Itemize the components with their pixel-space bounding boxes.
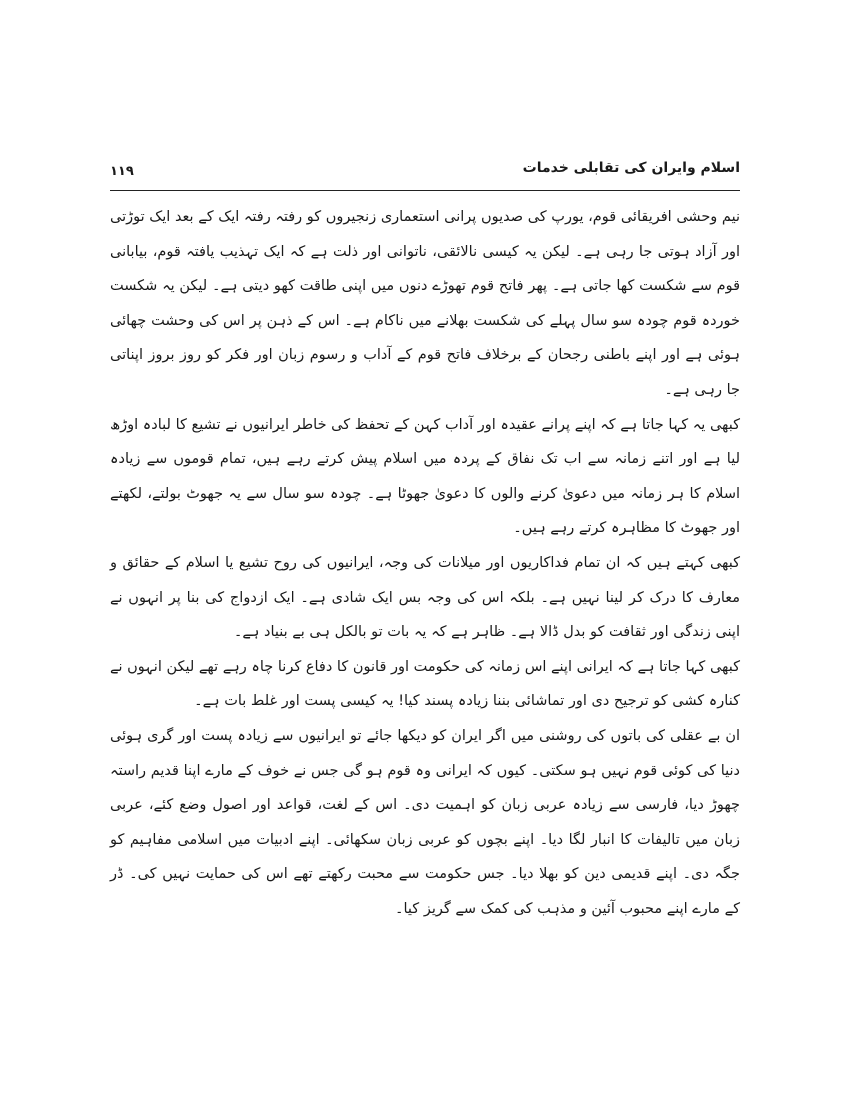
paragraph: ان بے عقلی کی باتوں کی روشنی میں اگر ایران کو دیکھا جائے تو ایرانیوں سے زیادہ پست اور گری ہوئی دنیا کی کوئی قوم نہیں ہو سکتی۔ کیوں کہ ایرانی وہ قوم ہو گی جس نے خوف کے مارے اپنا قدیم راستہ چھوڑ دیا، فارسی سے زیادہ عربی زبان کو اہمیت دی۔ اس کے لغت، قواعد اور اصول وضع کئے، عربی زبان میں تالیفات کا انبار لگا دیا۔ اپنے بچوں کو عربی زبان سکھائی۔ اپنے ادبیات میں اسلامی مفاہیم کو جگہ دی۔ اپنے قدیمی دین کو بھلا دیا۔ جس حکومت سے محبت رکھتے تھے اس کی حمایت نہیں کی۔ ڈر کے مارے اپنے محبوب آئین و مذہب کی کمک سے گریز کیا۔ bbox=[110, 727, 740, 917]
paragraph: کبھی یہ کہا جاتا ہے کہ اپنے پرانے عقیدہ اور آداب کہن کے تحفظ کی خاطر ایرانیوں نے تشیع کا لبادہ اوڑھ لیا ہے اور اتنے زمانہ سے اب تک نفاق کے پردہ میں اسلام پیش کرتے رہے ہیں، تمام قوموں سے زیادہ اسلام کا ہر زمانہ میں دعویٰ کرنے والوں کا دعویٰ جھوٹا ہے۔ چودہ سو سال سے یہ جھوٹ بولتے، لکھتے اور جھوٹ کا مظاہرہ کرتے رہے ہیں۔ bbox=[110, 416, 740, 537]
page-number: ۱۱۹ bbox=[110, 164, 134, 179]
body-text bbox=[110, 200, 740, 926]
paragraph: کبھی کہا جاتا ہے کہ ایرانی اپنے اس زمانہ کی حکومت اور قانون کا دفاع کرنا چاہ رہے تھے لیکن انہوں نے کنارہ کشی کو ترجیح دی اور تماشائی بننا زیادہ پسند کیا! یہ کیسی پست اور غلط بات ہے۔ bbox=[110, 658, 740, 710]
header-divider bbox=[110, 190, 740, 191]
running-title: اسلام وایران کی تقابلی خدمات bbox=[522, 160, 740, 176]
paragraph: کبھی کہتے ہیں کہ ان تمام فداکاریوں اور میلانات کی وجہ، ایرانیوں کی روح تشیع یا اسلام کے حقائق و معارف کا درک کر لینا نہیں ہے۔ بلکہ اس کی وجہ بس ایک شادی ہے۔ ایک ازدواج کی بنا پر انہوں نے اپنی زندگی اور ثقافت کو بدل ڈالا ہے۔ ظاہر ہے کہ یہ بات تو بالکل ہی بے بنیاد ہے۔ bbox=[110, 554, 740, 641]
page-header bbox=[110, 160, 740, 186]
paragraph: نیم وحشی افریقائی قوم، یورپ کی صدیوں پرانی استعماری زنجیروں کو رفتہ رفتہ ایک کے بعد ایک توڑتی اور آزاد ہوتی جا رہی ہے۔ لیکن یہ کیسی نالائقی، ناتوانی اور ذلت ہے کہ ایک تہذیب یافتہ قوم، بیابانی قوم سے شکست کھا جاتی ہے۔ پھر فاتح قوم تھوڑے دنوں میں اپنی طاقت کھو دیتی ہے۔ لیکن یہ شکست خوردہ قوم چودہ سو سال پہلے کی شکست بھلانے میں ناکام ہے۔ اس کے ذہن پر اس کی وحشت چھائی ہوئی ہے اور اپنے باطنی رجحان کے برخلاف فاتح قوم کے آداب و رسوم زبان اور فکر کو روز بروز اپناتی جا رہی ہے۔ bbox=[110, 209, 740, 398]
